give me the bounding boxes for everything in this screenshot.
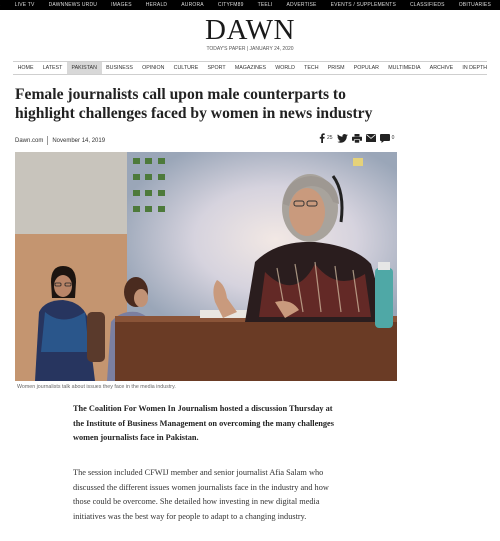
nav-item-pakistan[interactable]: PAKISTAN xyxy=(67,62,102,74)
comment-count: 0 xyxy=(391,135,395,141)
topbar-link-urdu[interactable]: DAWNNEWS URDU xyxy=(48,2,98,8)
nav-item-prism[interactable]: PRISM xyxy=(327,65,345,71)
article-lead: The Coalition For Women In Journalism hosted a discussion Thursday at the Institute of Business Management on overcoming the many challenges women journalists face in Pakistan. xyxy=(73,404,334,442)
twitter-icon[interactable] xyxy=(337,134,348,143)
topbar-link-herald[interactable]: HERALD xyxy=(145,2,168,8)
nav-item-sport[interactable]: SPORT xyxy=(207,65,226,71)
site-logo[interactable]: DAWN xyxy=(205,14,295,46)
article-date: November 14, 2019 xyxy=(52,137,106,144)
nav-item-multimedia[interactable]: MULTIMEDIA xyxy=(388,65,421,71)
topbar-link-obituaries[interactable]: OBITUARIES xyxy=(458,2,491,8)
todays-paper-link[interactable]: TODAY'S PAPER | JANUARY 24, 2020 xyxy=(206,46,294,52)
topbar-link-teeli[interactable]: TEELI xyxy=(257,2,273,8)
nav-item-business[interactable]: BUSINESS xyxy=(106,65,133,71)
article-source[interactable]: Dawn.com xyxy=(15,137,44,144)
share-bar xyxy=(319,133,394,143)
facebook-icon[interactable] xyxy=(319,133,325,143)
print-icon[interactable] xyxy=(352,134,362,143)
nav-item-in-depth[interactable]: IN DEPTH xyxy=(462,65,488,71)
nav-item-home[interactable]: HOME xyxy=(17,65,34,71)
topbar-link-aurora[interactable]: AURORA xyxy=(181,2,204,8)
topbar-link-epaper[interactable] xyxy=(0,2,8,8)
top-utility-bar xyxy=(0,0,500,10)
article-headline: Female journalists call upon male counterparts to highlight challenges faced by women in news industry xyxy=(15,86,373,122)
nav-item-popular[interactable]: POPULAR xyxy=(353,65,380,71)
email-icon[interactable] xyxy=(366,134,376,142)
article-paragraph: The session included CFWIJ member and senior journalist Afia Salam who discussed the different issues women journalists face in the industry and how those could be overcome. She detailed how investing in new digital media initiatives was the best way for people to adapt to a changing industry. xyxy=(73,468,329,521)
facebook-share-count: 25 xyxy=(327,135,333,141)
topbar-link-events[interactable]: EVENTS / SUPPLEMENTS xyxy=(330,2,396,8)
nav-item-archive[interactable]: ARCHIVE xyxy=(429,65,454,71)
nav-item-world[interactable]: WORLD xyxy=(275,65,295,71)
topbar-link-advertise[interactable]: ADVERTISE xyxy=(286,2,317,8)
comment-icon[interactable] xyxy=(380,134,390,143)
article-photo xyxy=(15,152,397,381)
nav-item-opinion[interactable]: OPINION xyxy=(142,65,165,71)
byline xyxy=(15,136,105,145)
topbar-link-classifieds[interactable]: CLASSIFIEDS xyxy=(409,2,445,8)
nav-item-magazines[interactable]: MAGAZINES xyxy=(234,65,267,71)
photo-caption: Women journalists talk about issues they face in the media industry. xyxy=(17,384,176,390)
topbar-link-livetv[interactable]: LIVE TV xyxy=(14,2,35,8)
byline-divider xyxy=(47,136,48,145)
topbar-link-cityfm[interactable]: CITYFM89 xyxy=(217,2,244,8)
main-nav xyxy=(13,61,487,75)
nav-item-culture[interactable]: CULTURE xyxy=(173,65,199,71)
topbar-link-images[interactable]: IMAGES xyxy=(111,2,132,8)
nav-item-tech[interactable]: TECH xyxy=(304,65,319,71)
nav-item-latest[interactable]: LATEST xyxy=(42,65,63,71)
